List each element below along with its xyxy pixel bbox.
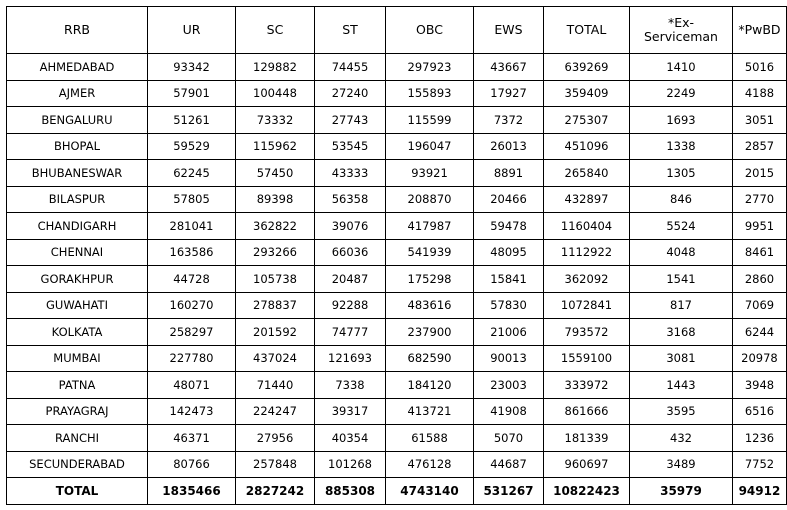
table-cell: 27956	[236, 425, 315, 452]
rrb-name-cell: MUMBAI	[7, 345, 148, 372]
table-cell: 41908	[474, 398, 544, 425]
table-cell: 100448	[236, 80, 315, 107]
table-cell: 39317	[315, 398, 386, 425]
rrb-name-cell: AJMER	[7, 80, 148, 107]
table-cell: 74777	[315, 319, 386, 346]
total-cell: 10822423	[544, 478, 630, 505]
table-row	[7, 107, 787, 134]
table-cell: 639269	[544, 54, 630, 81]
table-cell: 40354	[315, 425, 386, 452]
table-cell: 7752	[732, 451, 786, 478]
table-cell: 92288	[315, 292, 386, 319]
table-cell: 224247	[236, 398, 315, 425]
table-cell: 483616	[386, 292, 474, 319]
table-cell: 44687	[474, 451, 544, 478]
table-cell: 27743	[315, 107, 386, 134]
rrb-name-cell: GUWAHATI	[7, 292, 148, 319]
table-cell: 275307	[544, 107, 630, 134]
table-cell: 265840	[544, 160, 630, 187]
table-cell: 20978	[732, 345, 786, 372]
table-cell: 181339	[544, 425, 630, 452]
table-cell: 297923	[386, 54, 474, 81]
table-cell: 51261	[148, 107, 236, 134]
table-cell: 115962	[236, 133, 315, 160]
header-rrb: RRB	[7, 7, 148, 54]
table-cell: 26013	[474, 133, 544, 160]
table-cell: 15841	[474, 266, 544, 293]
table-cell: 227780	[148, 345, 236, 372]
table-cell: 3051	[732, 107, 786, 134]
table-cell: 57901	[148, 80, 236, 107]
table-cell: 59529	[148, 133, 236, 160]
table-cell: 115599	[386, 107, 474, 134]
table-cell: 2015	[732, 160, 786, 187]
table-row	[7, 451, 787, 478]
table-body	[7, 54, 787, 478]
table-row	[7, 213, 787, 240]
table-cell: 9951	[732, 213, 786, 240]
table-row	[7, 186, 787, 213]
rrb-name-cell: BENGALURU	[7, 107, 148, 134]
table-cell: 3595	[630, 398, 733, 425]
table-cell: 43667	[474, 54, 544, 81]
table-cell: 793572	[544, 319, 630, 346]
table-cell: 8461	[732, 239, 786, 266]
table-row	[7, 54, 787, 81]
table-cell: 175298	[386, 266, 474, 293]
table-cell: 71440	[236, 372, 315, 399]
table-cell: 121693	[315, 345, 386, 372]
table-cell: 57805	[148, 186, 236, 213]
table-cell: 476128	[386, 451, 474, 478]
table-cell: 6244	[732, 319, 786, 346]
table-row	[7, 239, 787, 266]
table-cell: 7338	[315, 372, 386, 399]
table-cell: 1443	[630, 372, 733, 399]
table-cell: 258297	[148, 319, 236, 346]
table-cell: 57830	[474, 292, 544, 319]
table-cell: 2860	[732, 266, 786, 293]
table-cell: 237900	[386, 319, 474, 346]
table-cell: 682590	[386, 345, 474, 372]
table-cell: 278837	[236, 292, 315, 319]
header-row	[7, 7, 787, 54]
table-cell: 362822	[236, 213, 315, 240]
table-cell: 1693	[630, 107, 733, 134]
table-cell: 541939	[386, 239, 474, 266]
header-ews: EWS	[474, 7, 544, 54]
rrb-category-table-wrapper	[6, 6, 787, 505]
table-cell: 2249	[630, 80, 733, 107]
rrb-name-cell: CHENNAI	[7, 239, 148, 266]
table-cell: 7069	[732, 292, 786, 319]
table-cell: 2857	[732, 133, 786, 160]
table-cell: 333972	[544, 372, 630, 399]
table-cell: 66036	[315, 239, 386, 266]
table-cell: 93342	[148, 54, 236, 81]
table-cell: 20487	[315, 266, 386, 293]
rrb-name-cell: GORAKHPUR	[7, 266, 148, 293]
rrb-name-cell: RANCHI	[7, 425, 148, 452]
table-row	[7, 80, 787, 107]
table-cell: 5524	[630, 213, 733, 240]
total-cell: TOTAL	[7, 478, 148, 505]
rrb-name-cell: BILASPUR	[7, 186, 148, 213]
table-cell: 417987	[386, 213, 474, 240]
table-cell: 2770	[732, 186, 786, 213]
table-cell: 201592	[236, 319, 315, 346]
table-cell: 56358	[315, 186, 386, 213]
table-cell: 184120	[386, 372, 474, 399]
table-cell: 53545	[315, 133, 386, 160]
table-cell: 93921	[386, 160, 474, 187]
table-cell: 3489	[630, 451, 733, 478]
rrb-name-cell: PATNA	[7, 372, 148, 399]
header-ur: UR	[148, 7, 236, 54]
table-cell: 846	[630, 186, 733, 213]
total-cell: 2827242	[236, 478, 315, 505]
table-cell: 208870	[386, 186, 474, 213]
rrb-name-cell: CHANDIGARH	[7, 213, 148, 240]
table-cell: 3081	[630, 345, 733, 372]
table-cell: 129882	[236, 54, 315, 81]
table-cell: 4048	[630, 239, 733, 266]
table-row	[7, 398, 787, 425]
rrb-name-cell: AHMEDABAD	[7, 54, 148, 81]
table-cell: 57450	[236, 160, 315, 187]
table-cell: 3948	[732, 372, 786, 399]
table-cell: 432897	[544, 186, 630, 213]
table-row	[7, 345, 787, 372]
table-cell: 59478	[474, 213, 544, 240]
table-cell: 48071	[148, 372, 236, 399]
table-cell: 861666	[544, 398, 630, 425]
table-cell: 46371	[148, 425, 236, 452]
table-cell: 142473	[148, 398, 236, 425]
table-cell: 413721	[386, 398, 474, 425]
header-sc: SC	[236, 7, 315, 54]
table-cell: 101268	[315, 451, 386, 478]
table-cell: 27240	[315, 80, 386, 107]
table-cell: 80766	[148, 451, 236, 478]
table-row	[7, 372, 787, 399]
header-obc: OBC	[386, 7, 474, 54]
table-cell: 362092	[544, 266, 630, 293]
table-cell: 90013	[474, 345, 544, 372]
header-ex-serviceman: *Ex-Serviceman	[630, 7, 733, 54]
total-cell: 94912	[732, 478, 786, 505]
table-cell: 61588	[386, 425, 474, 452]
rrb-name-cell: SECUNDERABAD	[7, 451, 148, 478]
table-cell: 73332	[236, 107, 315, 134]
table-cell: 20466	[474, 186, 544, 213]
table-cell: 44728	[148, 266, 236, 293]
table-cell: 1338	[630, 133, 733, 160]
table-cell: 21006	[474, 319, 544, 346]
table-cell: 1072841	[544, 292, 630, 319]
table-cell: 163586	[148, 239, 236, 266]
table-cell: 74455	[315, 54, 386, 81]
rrb-name-cell: BHOPAL	[7, 133, 148, 160]
rrb-name-cell: PRAYAGRAJ	[7, 398, 148, 425]
rrb-category-table	[6, 6, 787, 505]
table-cell: 7372	[474, 107, 544, 134]
table-row	[7, 319, 787, 346]
table-cell: 281041	[148, 213, 236, 240]
table-cell: 1160404	[544, 213, 630, 240]
table-cell: 359409	[544, 80, 630, 107]
table-cell: 1410	[630, 54, 733, 81]
header-total: TOTAL	[544, 7, 630, 54]
total-cell: 35979	[630, 478, 733, 505]
table-cell: 432	[630, 425, 733, 452]
table-cell: 960697	[544, 451, 630, 478]
rrb-name-cell: KOLKATA	[7, 319, 148, 346]
table-cell: 257848	[236, 451, 315, 478]
total-cell: 1835466	[148, 478, 236, 505]
table-cell: 3168	[630, 319, 733, 346]
total-cell: 4743140	[386, 478, 474, 505]
table-cell: 1305	[630, 160, 733, 187]
total-row	[7, 478, 787, 505]
table-cell: 155893	[386, 80, 474, 107]
table-cell: 1112922	[544, 239, 630, 266]
table-cell: 48095	[474, 239, 544, 266]
table-cell: 817	[630, 292, 733, 319]
table-cell: 5070	[474, 425, 544, 452]
table-cell: 23003	[474, 372, 544, 399]
table-cell: 293266	[236, 239, 315, 266]
rrb-name-cell: BHUBANESWAR	[7, 160, 148, 187]
table-cell: 160270	[148, 292, 236, 319]
table-cell: 5016	[732, 54, 786, 81]
table-cell: 89398	[236, 186, 315, 213]
table-cell: 196047	[386, 133, 474, 160]
table-cell: 105738	[236, 266, 315, 293]
table-row	[7, 425, 787, 452]
total-cell: 531267	[474, 478, 544, 505]
header-pwbd: *PwBD	[732, 7, 786, 54]
table-cell: 437024	[236, 345, 315, 372]
table-cell: 1559100	[544, 345, 630, 372]
table-cell: 43333	[315, 160, 386, 187]
table-cell: 6516	[732, 398, 786, 425]
table-cell: 8891	[474, 160, 544, 187]
table-row	[7, 266, 787, 293]
table-cell: 17927	[474, 80, 544, 107]
total-cell: 885308	[315, 478, 386, 505]
table-cell: 1541	[630, 266, 733, 293]
table-row	[7, 160, 787, 187]
table-cell: 4188	[732, 80, 786, 107]
table-row	[7, 133, 787, 160]
header-st: ST	[315, 7, 386, 54]
table-cell: 39076	[315, 213, 386, 240]
table-row	[7, 292, 787, 319]
table-cell: 1236	[732, 425, 786, 452]
table-cell: 451096	[544, 133, 630, 160]
table-cell: 62245	[148, 160, 236, 187]
